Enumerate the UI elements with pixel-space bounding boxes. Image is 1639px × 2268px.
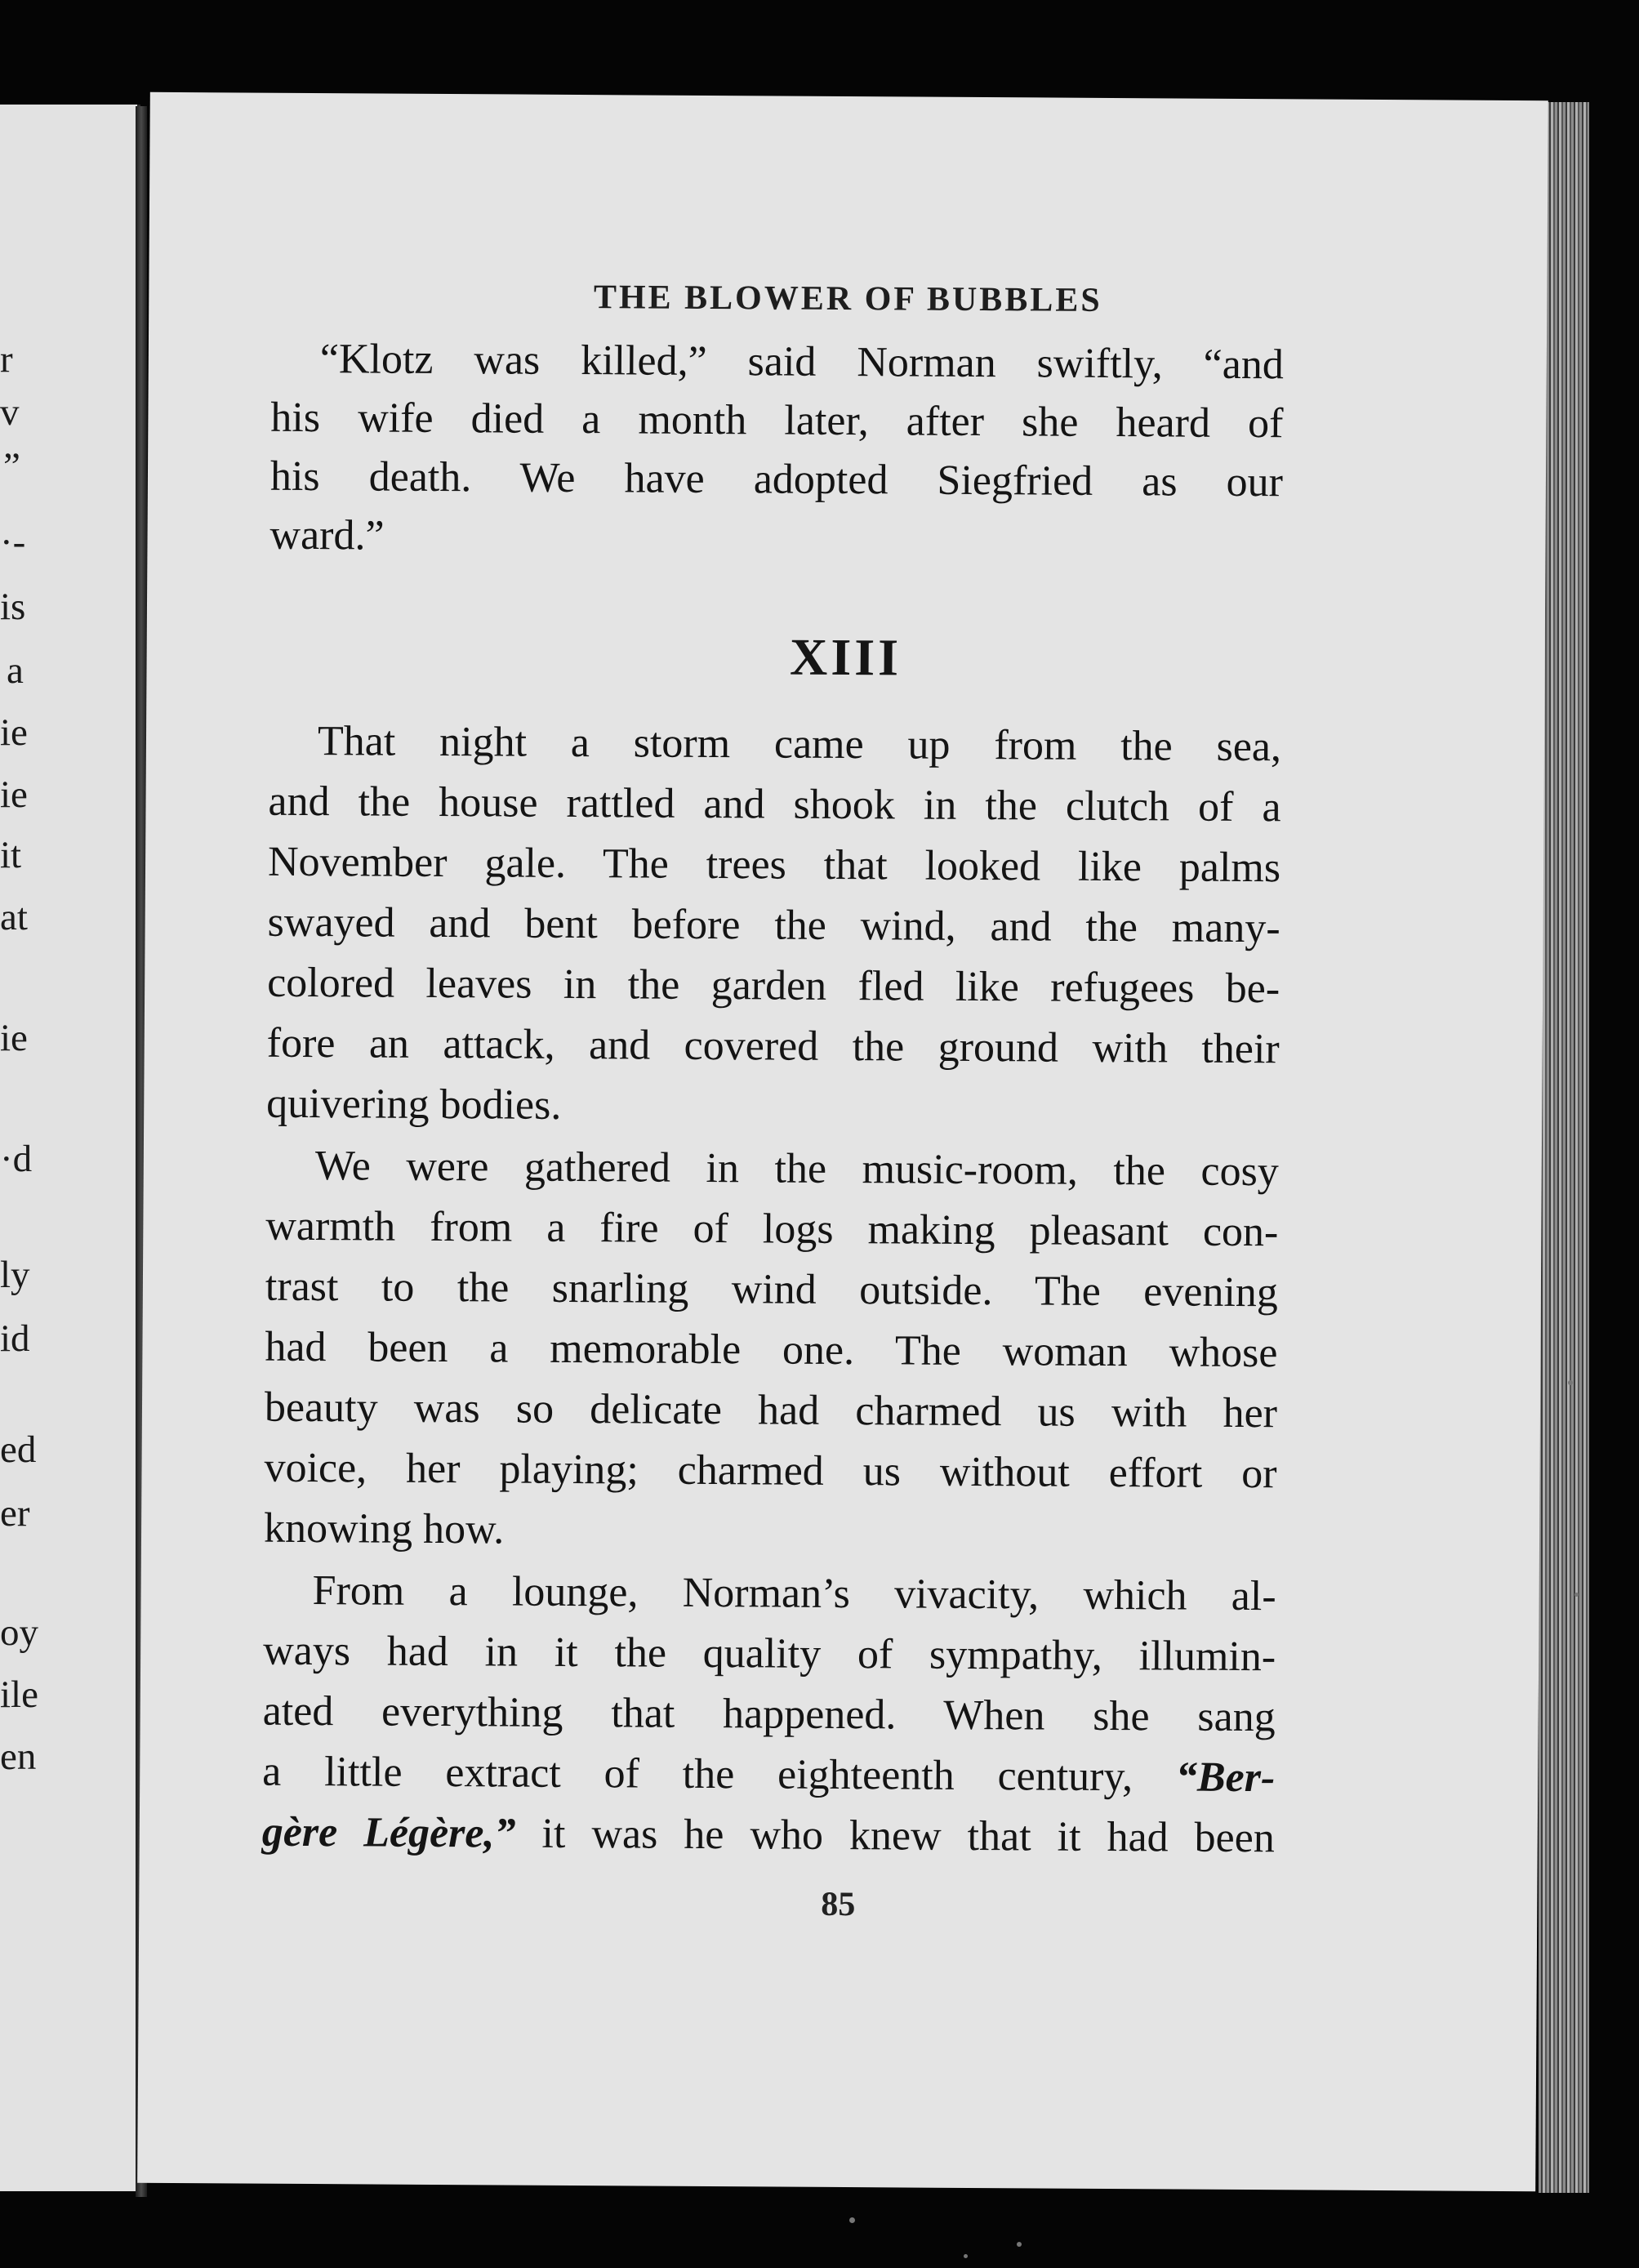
previous-page-fragment: ·- (0, 521, 26, 564)
text-segment: it was he who knew that it had been (515, 1810, 1275, 1862)
dust-speck (1568, 1380, 1573, 1385)
text-line: beauty was so delicate had charmed us with her (264, 1384, 1278, 1437)
previous-page-fragment: ie (0, 773, 28, 816)
dust-speck (1017, 2242, 1022, 2247)
text-segment: a little extract of the eighteenth century, (262, 1748, 1177, 1801)
previous-page-fragment: a (7, 649, 24, 692)
text-line: ated everything that happened. When she sang (262, 1687, 1276, 1741)
text-line: November gale. The trees that looked like palms (267, 838, 1281, 892)
previous-page-fragment: ie (0, 1017, 28, 1059)
previous-page-fragment: en (0, 1736, 37, 1778)
previous-page-fragment: is (0, 586, 26, 628)
text-line: had been a memorable one. The woman whose (265, 1323, 1278, 1377)
previous-page (0, 105, 140, 2191)
previous-page-fragment: er (0, 1492, 30, 1535)
previous-page-fragment: it (0, 834, 22, 876)
previous-page-fragment: v (0, 391, 20, 434)
text-line: That night a storm came up from the sea, (317, 718, 1282, 771)
previous-page-fragment: ·d (0, 1138, 33, 1180)
previous-page-fragment: oy (0, 1611, 38, 1654)
text-line: “Klotz was killed,” said Norman swiftly, “and (319, 336, 1284, 389)
previous-page-fragment: at (0, 896, 28, 938)
text-line: ways had in it the quality of sympathy, illumin- (263, 1627, 1276, 1681)
text-line: ward.” (269, 511, 385, 559)
text-line: trast to the snarling wind outside. The evening (265, 1263, 1279, 1317)
previous-page-fragment: r (0, 338, 13, 381)
text-line: fore an attack, and covered the ground with their (266, 1019, 1280, 1073)
italic-title: “Ber- (1175, 1753, 1276, 1802)
page-number: 85 (821, 1885, 856, 1924)
text-line: From a lounge, Norman’s vivacity, which al- (312, 1567, 1276, 1620)
text-line: colored leaves in the garden fled like refugees be- (267, 959, 1280, 1013)
book-page (137, 92, 1548, 2191)
text-line: swayed and bent before the wind, and the many- (267, 898, 1280, 952)
previous-page-fragment: ” (3, 445, 20, 488)
text-line: his wife died a month later, after she heard of (270, 394, 1284, 448)
previous-page-fragment: ie (0, 711, 28, 754)
text-line: and the house rattled and shook in the clutch of a (268, 778, 1281, 831)
previous-page-fragment: ly (0, 1254, 30, 1296)
text-line (262, 1748, 1276, 1802)
previous-page-fragment: ile (0, 1673, 38, 1716)
dust-speck (849, 2217, 855, 2223)
chapter-number: XIII (789, 627, 902, 687)
text-line: voice, her playing; charmed us without effort or (264, 1444, 1277, 1498)
text-line (261, 1808, 1275, 1862)
dust-speck (1574, 1593, 1579, 1597)
running-head: THE BLOWER OF BUBBLES (593, 278, 1102, 319)
text-line: knowing how. (263, 1504, 505, 1553)
dust-speck (964, 2254, 968, 2258)
text-line: his death. We have adopted Siegfried as our (269, 452, 1284, 506)
italic-title: gère Légère,” (261, 1808, 516, 1857)
text-line: quivering bodies. (266, 1080, 562, 1129)
previous-page-text-fragments (0, 105, 137, 2191)
text-line: warmth from a fire of logs making pleasant con- (265, 1202, 1279, 1256)
text-line: We were gathered in the music-room, the cosy (314, 1143, 1279, 1196)
previous-page-fragment: ed (0, 1428, 37, 1471)
previous-page-fragment: id (0, 1317, 30, 1360)
